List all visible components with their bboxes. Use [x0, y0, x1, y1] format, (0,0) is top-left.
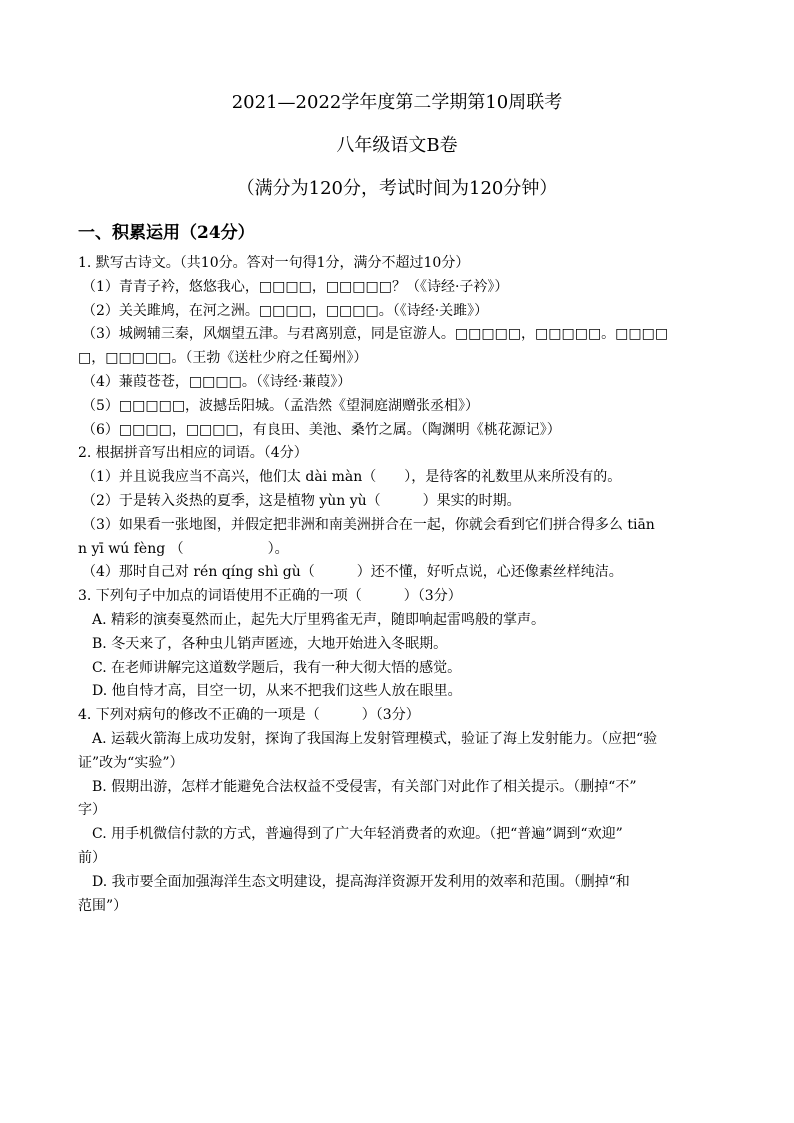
question-4-option-d-cont: 范围”） [78, 897, 128, 914]
question-1-item-6: （6）□□□□，□□□□，有良田、美池、桑竹之属。（陶渊明《桃花源记》） [82, 421, 561, 438]
question-3-option-b: B. 冬天来了，各种虫儿销声匿迹，大地开始进入冬眠期。 [92, 635, 448, 652]
question-2-item-4: （4）那时自己对 rén qíng shì gù（ ）还不懂，好听点说，心还像素丝样纯洁。 [82, 564, 623, 581]
question-4-option-a: A. 运载火箭海上成功发射，探询了我国海上发射管理模式，验证了海上发射能力。（应把“验 [92, 730, 658, 747]
question-2-prompt: 2. 根据拼音写出相应的词语。（4分） [78, 445, 308, 462]
question-1-item-5: （5）□□□□□，波撼岳阳城。（孟浩然《望洞庭湖赠张丞相》） [82, 397, 480, 414]
question-2-item-2: （2）于是转入炎热的夏季，这是植物 yùn yù（ ）果实的时期。 [82, 492, 521, 509]
question-2-item-3: （3）如果看一张地图，并假定把非洲和南美洲拼合在一起，你就会看到它们拼合得多么 tiān [82, 516, 655, 533]
question-4-option-d: D. 我市要全面加强海洋生态文明建设，提高海洋资源开发利用的效率和范围。（删掉“和 [92, 873, 630, 890]
question-3-option-d: D. 他自恃才高，目空一切，从来不把我们这些人放在眼里。 [92, 683, 462, 700]
exam-note: （满分为120分，考试时间为120分钟） [236, 178, 558, 199]
section-heading: 一、积累运用（24分） [78, 223, 255, 243]
question-2-item-3-cont: n yī wú fèng （ ）。 [78, 540, 289, 557]
question-1-item-4: （4）蒹葭苍苍，□□□□。（《诗经·蒹葭》） [82, 373, 352, 390]
question-4-option-a-cont: 证”改为“实验”） [78, 754, 184, 771]
question-3-prompt: 3. 下列句子中加点的词语使用不正确的一项（ ）（3分） [78, 588, 462, 605]
question-4-prompt: 4. 下列对病句的修改不正确的一项是（ ）（3分） [78, 707, 420, 724]
question-3-option-c: C. 在老师讲解完这道数学题后，我有一种大彻大悟的感觉。 [92, 659, 462, 676]
question-content [78, 252, 728, 918]
question-4-option-b-cont: 字） [78, 802, 106, 819]
question-1-item-3: （3）城阙辅三秦，风烟望五津。与君离别意，同是宦游人。□□□□□，□□□□□。□□□□ [82, 326, 669, 343]
question-1-prompt: 1. 默写古诗文。（共10分。答对一句得1分，满分不超过10分） [78, 255, 470, 271]
question-4-option-b: B. 假期出游，怎样才能避免合法权益不受侵害，有关部门对此作了相关提示。（删掉“不” [92, 778, 637, 795]
question-1-item-1: （1）青青子衿，悠悠我心，□□□□，□□□□□？（《诗经·子衿》） [82, 278, 509, 295]
question-3-option-a: A. 精彩的演奏戛然而止，起先大厅里鸦雀无声，随即响起雷鸣般的掌声。 [92, 611, 546, 628]
exam-title: 2021—2022学年度第二学期第10周联考 [231, 92, 563, 113]
question-4-option-c-cont: 前） [78, 849, 106, 866]
question-4-option-c: C. 用手机微信付款的方式，普遍得到了广大年轻消费者的欢迎。（把“普遍”调到“欢迎” [92, 826, 623, 843]
paper-title: 八年级语文B卷 [336, 135, 458, 156]
question-2-item-1: （1）并且说我应当不高兴，他们太 dài màn（ ），是待客的礼数里从来所没有的。 [82, 469, 622, 486]
question-1-item-3-cont: □，□□□□□。（王勃《送杜少府之任蜀州》） [78, 350, 368, 367]
question-1-item-2: （2）关关雎鸠，在河之洲。□□□□，□□□□。（《诗经·关雎》） [82, 302, 489, 319]
